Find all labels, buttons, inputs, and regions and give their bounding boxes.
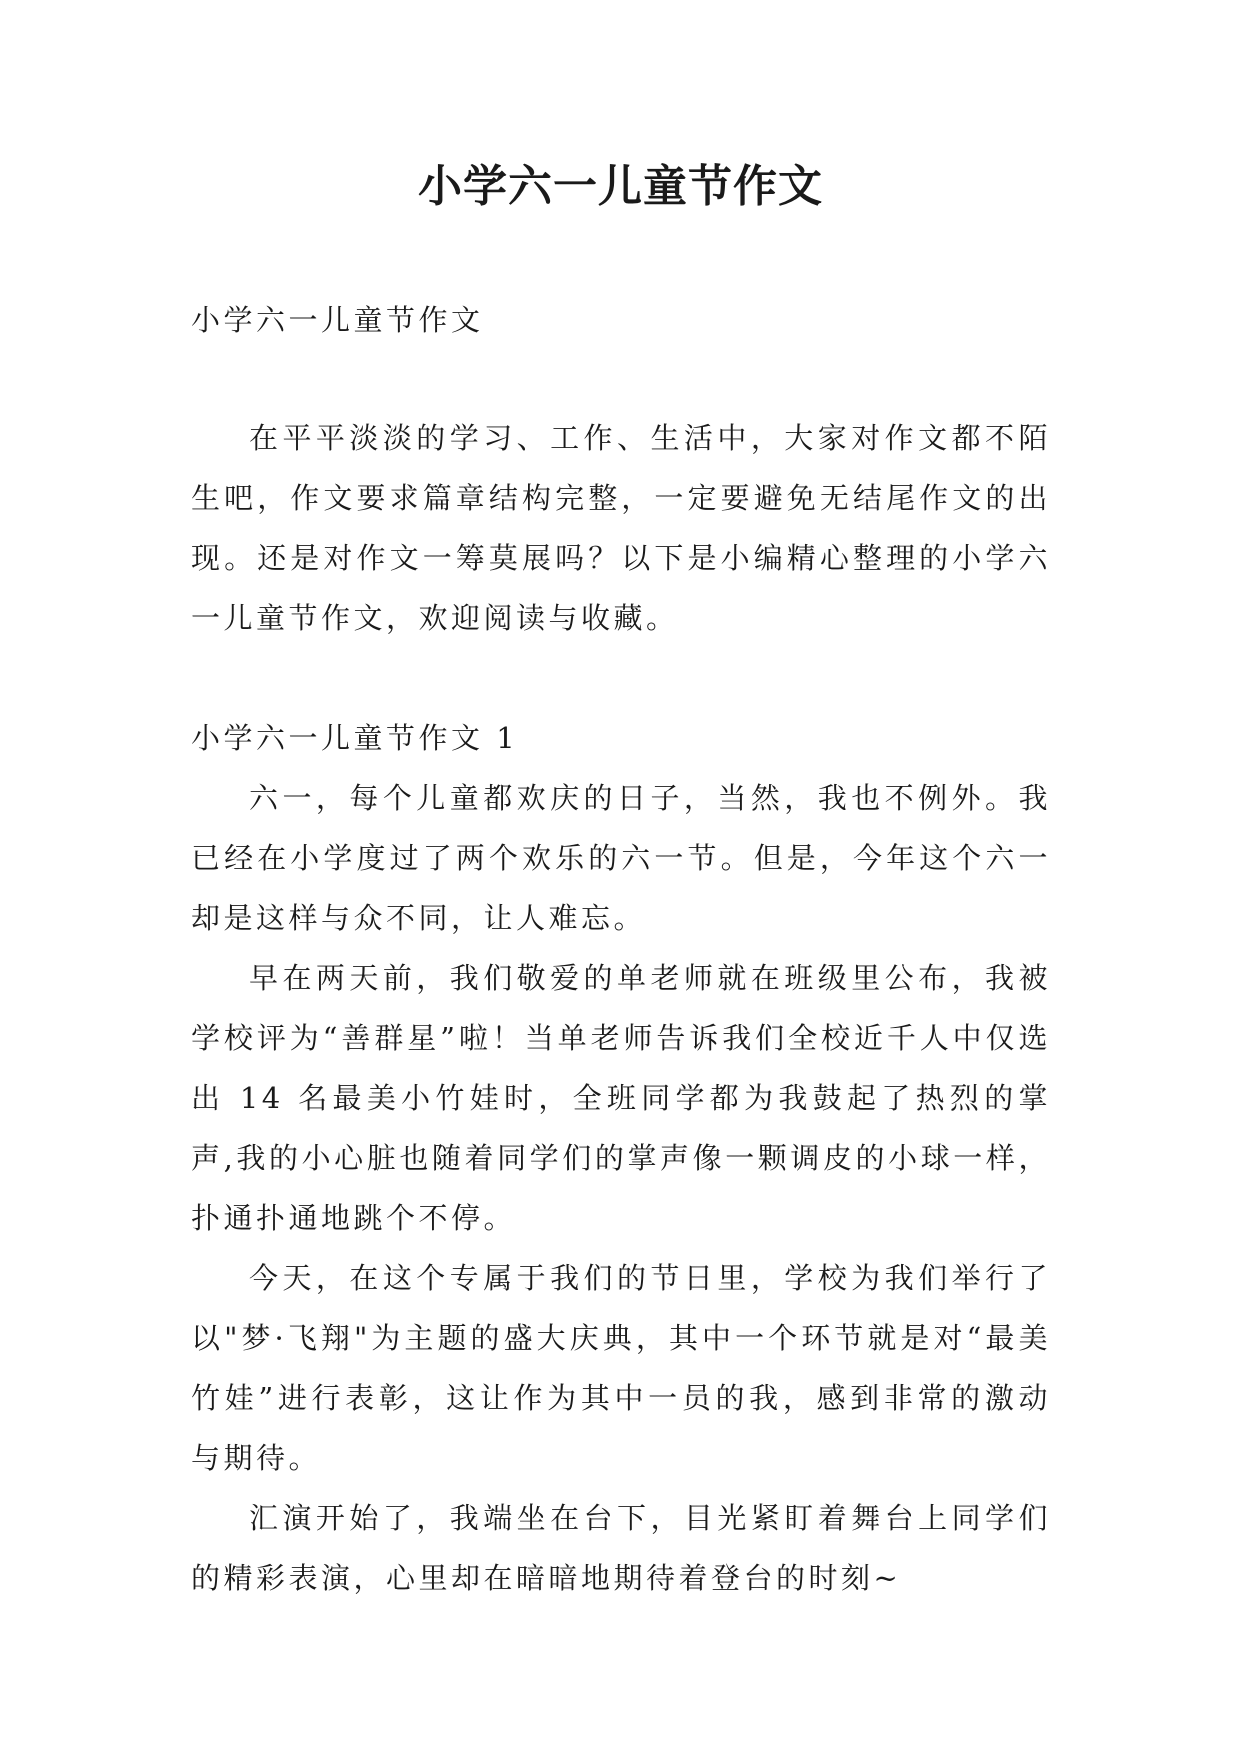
body-paragraph: 汇演开始了，我端坐在台下，目光紧盯着舞台上同学们的精彩表演，心里却在暗暗地期待着登台的时刻~ (191, 1501, 1051, 1595)
body-paragraph: 今天，在这个专属于我们的节日里，学校为我们举行了以"梦·飞翔"为主题的盛大庆典，其中一个环节就是对“最美竹娃”进行表彰，这让作为其中一员的我，感到非常的激动与期待。 (191, 1261, 1051, 1475)
document-title: 小学六一儿童节作文 (418, 161, 823, 212)
spacer (191, 350, 1051, 408)
body-paragraph: 六一，每个儿童都欢庆的日子，当然，我也不例外。我已经在小学度过了两个欢乐的六一节。但是，今年这个六一却是这样与众不同，让人难忘。 (191, 781, 1051, 935)
body-paragraph: 早在两天前，我们敬爱的单老师就在班级里公布，我被学校评为“善群星”啦！当单老师告诉我们全校近千人中仅选出 14 名最美小竹娃时，全班同学都为我鼓起了热烈的掌声,我的小心脏也随着同学们的掌声像一颗调皮的小球一样，扑通扑通地跳个不停。 (191, 961, 1051, 1235)
intro-paragraph: 在平平淡淡的学习、工作、生活中，大家对作文都不陌生吧，作文要求篇章结构完整，一定要避免无结尾作文的出现。还是对作文一筹莫展吗？以下是小编精心整理的小学六一儿童节作文，欢迎阅读与收藏。 (191, 421, 1051, 635)
document-subtitle: 小学六一儿童节作文 (191, 303, 484, 337)
document-body (191, 290, 1051, 1608)
spacer (191, 648, 1051, 708)
section-heading: 小学六一儿童节作文 1 (191, 721, 519, 755)
